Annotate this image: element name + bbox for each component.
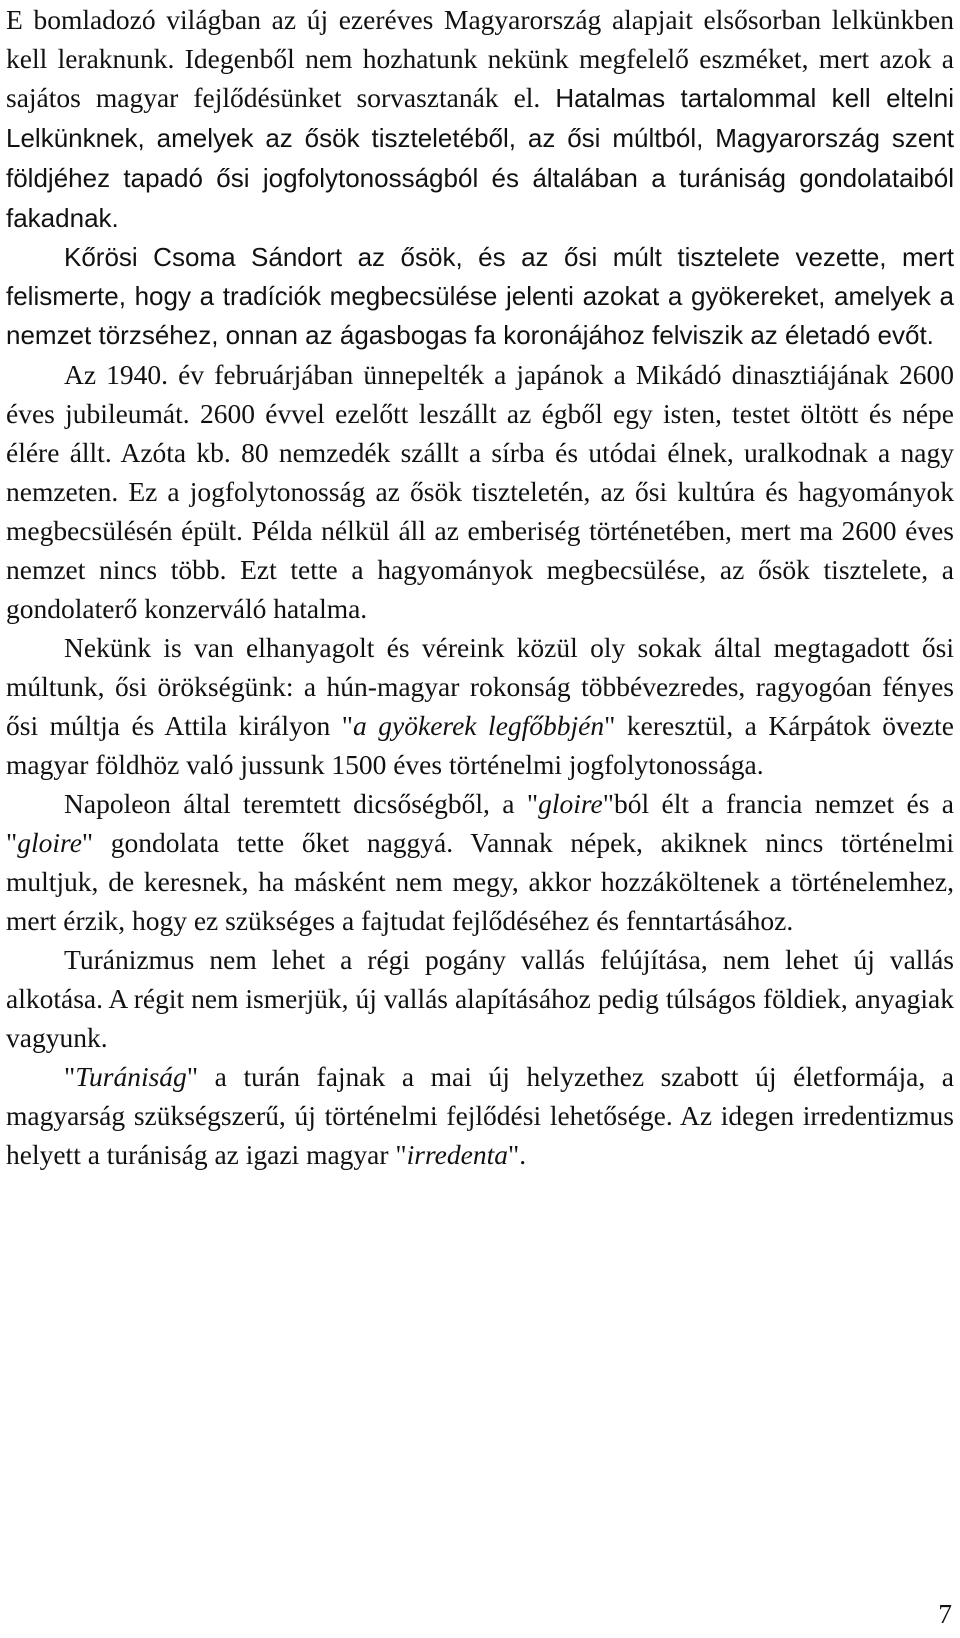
paragraph-7-italic-1: Turániság xyxy=(75,1061,187,1092)
paragraph-7 xyxy=(6,1057,954,1174)
paragraph-5-text-1: Napoleon által teremtett dicsőségből, a " xyxy=(64,788,539,819)
body-text xyxy=(6,0,954,1174)
paragraph-7-text-1: " xyxy=(64,1061,76,1092)
paragraph-5-text-2: "ból élt a francia nemzet és a " xyxy=(6,788,954,858)
paragraph-4-italic: a gyökerek legfőbbjén xyxy=(353,710,605,741)
paragraph-2: Kőrösi Csoma Sándort az ősök, és az ősi múlt tisztelete vezette, mert felismerte, hogy a tradíciók megbecsülése jelenti azokat a gyökereket, amelyek a nemzet törzséhez, onnan az ágasbogas fa koronájához felviszik az életadó evőt. xyxy=(6,242,954,350)
page-number: 7 xyxy=(938,1598,952,1629)
paragraph-7-text-2: " a turán fajnak a mai új helyzethez szabott új életformája, a magyarság szükségszerű, új történelmi fejlődési lehetősége. Az idegen irredentizmus helyett a turániság az igazi magyar " xyxy=(6,1061,954,1170)
paragraph-5-text-3: " gondolata tette őket naggyá. Vannak népek, akiknek nincs történelmi multjuk, de keresnek, ha másként nem megy, akkor hozzáköltenek a történelemhez, mert érzik, hogy ez szükséges a fajtudat fejlődéséhez és fenntartásához. xyxy=(6,827,954,936)
paragraph-4 xyxy=(6,628,954,784)
paragraph-4-text-1: Nekünk is van elhanyagolt és véreink közül oly sokak által megtagadott ősi múltunk, ősi örökségünk: a hún-magyar rokonság többévezredes, ragyogóan fényes ősi múltja és Attila királyon " xyxy=(6,632,954,741)
paragraph-4-text-2: " keresztül, a Kárpátok övezte magyar földhöz való jussunk 1500 éves történelmi jogfolytonossága. xyxy=(6,710,954,780)
paragraph-7-text-3: ". xyxy=(507,1139,527,1170)
paragraph-5-italic-2: gloire xyxy=(17,827,82,858)
paragraph-1-part-1: E bomladozó világban az új ezeréves Magyarország alapjait elsősorban lelkünkben kell leraknunk. Idegenből nem hozhatunk nekünk megfelelő eszméket, mert azok a sajátos magyar fejlődésünket sorvasztanák el. xyxy=(6,4,954,113)
paragraph-1-part-2: Hatalmas tartalommal kell eltelni Lelkünknek, amelyek az ősök tiszteletéből, az ősi múltból, Magyarország szent földjéhez tapadó ősi jogfolytonosságból és általában a turániság gondolataiból fakadnak. xyxy=(6,83,954,233)
paragraph-7-italic-2: irredenta xyxy=(406,1139,508,1170)
paragraph-5 xyxy=(6,784,954,940)
paragraph-3: Az 1940. év februárjában ünnepelték a japánok a Mikádó dinasztiájának 2600 éves jubileumát. 2600 évvel ezelőtt leszállt az égből egy isten, testet öltött és népe élére állt. Azóta kb. 80 nemzedék szállt a sírba és utódai élnek, uralkodnak a nagy nemzeten. Ez a jogfolytonosság az ősök tiszteletén, az ősi kultúra és hagyományok megbecsülésén épült. Példa nélkül áll az emberiség történetében, mert ma 2600 éves nemzet nincs több. Ezt tette a hagyományok megbecsülése, az ősök tisztelete, a gondolaterő konzerváló hatalma. xyxy=(6,359,954,624)
paragraph-1 xyxy=(6,0,954,238)
paragraph-6: Turánizmus nem lehet a régi pogány vallás felújítása, nem lehet új vallás alkotása. A régit nem ismerjük, új vallás alapításához pedig túlságos földiek, anyagiak vagyunk. xyxy=(6,944,954,1053)
paragraph-5-italic-1: gloire xyxy=(538,788,603,819)
